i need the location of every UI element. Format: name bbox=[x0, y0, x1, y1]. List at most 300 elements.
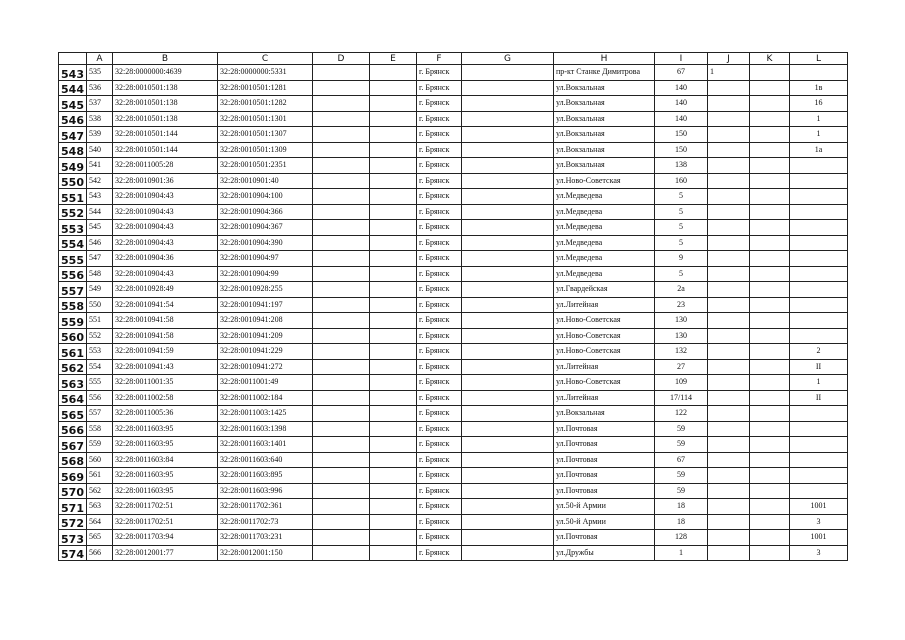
cell-g[interactable] bbox=[462, 328, 554, 344]
cell-j[interactable] bbox=[708, 127, 750, 143]
cell-b[interactable]: 32:28:0010941:58 bbox=[113, 313, 218, 329]
cell-g[interactable] bbox=[462, 142, 554, 158]
cell-e[interactable] bbox=[370, 204, 417, 220]
cell-i[interactable]: 150 bbox=[655, 142, 708, 158]
cell-j[interactable] bbox=[708, 158, 750, 174]
cell-k[interactable] bbox=[750, 235, 790, 251]
cell-d[interactable] bbox=[313, 220, 370, 236]
cell-j[interactable] bbox=[708, 452, 750, 468]
cell-f[interactable]: г. Брянск bbox=[417, 530, 462, 546]
cell-j[interactable] bbox=[708, 406, 750, 422]
row-number[interactable]: 567 bbox=[59, 437, 87, 453]
cell-f[interactable]: г. Брянск bbox=[417, 127, 462, 143]
cell-d[interactable] bbox=[313, 344, 370, 360]
cell-f[interactable]: г. Брянск bbox=[417, 359, 462, 375]
cell-i[interactable]: 5 bbox=[655, 266, 708, 282]
row-number[interactable]: 570 bbox=[59, 483, 87, 499]
cell-e[interactable] bbox=[370, 282, 417, 298]
cell-g[interactable] bbox=[462, 80, 554, 96]
cell-b[interactable]: 32:28:0010941:59 bbox=[113, 344, 218, 360]
row-number[interactable]: 553 bbox=[59, 220, 87, 236]
cell-c[interactable]: 32:28:0010904:97 bbox=[218, 251, 313, 267]
cell-e[interactable] bbox=[370, 235, 417, 251]
cell-f[interactable]: г. Брянск bbox=[417, 173, 462, 189]
cell-k[interactable] bbox=[750, 437, 790, 453]
cell-d[interactable] bbox=[313, 390, 370, 406]
cell-a[interactable]: 565 bbox=[87, 530, 113, 546]
cell-e[interactable] bbox=[370, 266, 417, 282]
cell-c[interactable]: 32:28:0010941:208 bbox=[218, 313, 313, 329]
column-header[interactable]: B bbox=[113, 53, 218, 65]
cell-d[interactable] bbox=[313, 437, 370, 453]
cell-c[interactable]: 32:28:0011001:49 bbox=[218, 375, 313, 391]
cell-e[interactable] bbox=[370, 96, 417, 112]
cell-d[interactable] bbox=[313, 173, 370, 189]
cell-j[interactable] bbox=[708, 328, 750, 344]
cell-b[interactable]: 32:28:0011005:36 bbox=[113, 406, 218, 422]
cell-f[interactable]: г. Брянск bbox=[417, 514, 462, 530]
cell-l[interactable]: 1001 bbox=[790, 530, 848, 546]
cell-i[interactable]: 5 bbox=[655, 235, 708, 251]
cell-e[interactable] bbox=[370, 406, 417, 422]
cell-i[interactable]: 1 bbox=[655, 545, 708, 561]
cell-k[interactable] bbox=[750, 266, 790, 282]
cell-k[interactable] bbox=[750, 375, 790, 391]
cell-h[interactable]: ул.50-й Армии bbox=[554, 514, 655, 530]
cell-f[interactable]: г. Брянск bbox=[417, 406, 462, 422]
cell-b[interactable]: 32:28:0010901:36 bbox=[113, 173, 218, 189]
cell-g[interactable] bbox=[462, 483, 554, 499]
cell-c[interactable]: 32:28:0011703:231 bbox=[218, 530, 313, 546]
cell-e[interactable] bbox=[370, 468, 417, 484]
cell-a[interactable]: 555 bbox=[87, 375, 113, 391]
cell-a[interactable]: 535 bbox=[87, 65, 113, 81]
cell-e[interactable] bbox=[370, 251, 417, 267]
cell-f[interactable]: г. Брянск bbox=[417, 251, 462, 267]
cell-i[interactable]: 138 bbox=[655, 158, 708, 174]
cell-h[interactable]: ул.Литейная bbox=[554, 297, 655, 313]
cell-h[interactable]: ул.Медведева bbox=[554, 251, 655, 267]
cell-b[interactable]: 32:28:0012001:77 bbox=[113, 545, 218, 561]
cell-b[interactable]: 32:28:0011603:95 bbox=[113, 437, 218, 453]
cell-g[interactable] bbox=[462, 437, 554, 453]
row-number[interactable]: 573 bbox=[59, 530, 87, 546]
cell-g[interactable] bbox=[462, 514, 554, 530]
cell-c[interactable]: 32:28:0010501:1301 bbox=[218, 111, 313, 127]
cell-a[interactable]: 547 bbox=[87, 251, 113, 267]
cell-j[interactable] bbox=[708, 204, 750, 220]
cell-c[interactable]: 32:28:0011003:1425 bbox=[218, 406, 313, 422]
cell-k[interactable] bbox=[750, 452, 790, 468]
cell-d[interactable] bbox=[313, 328, 370, 344]
column-header[interactable]: H bbox=[554, 53, 655, 65]
cell-f[interactable]: г. Брянск bbox=[417, 158, 462, 174]
cell-d[interactable] bbox=[313, 483, 370, 499]
cell-i[interactable]: 5 bbox=[655, 189, 708, 205]
cell-g[interactable] bbox=[462, 235, 554, 251]
cell-h[interactable]: ул.Дружбы bbox=[554, 545, 655, 561]
cell-k[interactable] bbox=[750, 80, 790, 96]
cell-d[interactable] bbox=[313, 499, 370, 515]
cell-a[interactable]: 542 bbox=[87, 173, 113, 189]
cell-d[interactable] bbox=[313, 204, 370, 220]
cell-i[interactable]: 17/114 bbox=[655, 390, 708, 406]
cell-l[interactable] bbox=[790, 483, 848, 499]
cell-e[interactable] bbox=[370, 344, 417, 360]
cell-g[interactable] bbox=[462, 375, 554, 391]
cell-f[interactable]: г. Брянск bbox=[417, 499, 462, 515]
cell-l[interactable] bbox=[790, 220, 848, 236]
cell-a[interactable]: 544 bbox=[87, 204, 113, 220]
cell-c[interactable]: 32:28:0010928:255 bbox=[218, 282, 313, 298]
cell-d[interactable] bbox=[313, 127, 370, 143]
cell-c[interactable]: 32:28:0011702:361 bbox=[218, 499, 313, 515]
cell-k[interactable] bbox=[750, 514, 790, 530]
cell-k[interactable] bbox=[750, 344, 790, 360]
cell-l[interactable]: 2 bbox=[790, 344, 848, 360]
cell-j[interactable] bbox=[708, 375, 750, 391]
cell-j[interactable] bbox=[708, 235, 750, 251]
cell-e[interactable] bbox=[370, 499, 417, 515]
cell-e[interactable] bbox=[370, 545, 417, 561]
cell-h[interactable]: ул.Гвардейская bbox=[554, 282, 655, 298]
cell-g[interactable] bbox=[462, 344, 554, 360]
cell-l[interactable] bbox=[790, 158, 848, 174]
cell-l[interactable] bbox=[790, 65, 848, 81]
cell-f[interactable]: г. Брянск bbox=[417, 297, 462, 313]
cell-a[interactable]: 553 bbox=[87, 344, 113, 360]
cell-g[interactable] bbox=[462, 297, 554, 313]
cell-l[interactable]: II bbox=[790, 359, 848, 375]
cell-b[interactable]: 32:28:0000000:4639 bbox=[113, 65, 218, 81]
cell-c[interactable]: 32:28:0010904:99 bbox=[218, 266, 313, 282]
cell-e[interactable] bbox=[370, 189, 417, 205]
cell-k[interactable] bbox=[750, 390, 790, 406]
cell-l[interactable]: 1в bbox=[790, 80, 848, 96]
cell-f[interactable]: г. Брянск bbox=[417, 80, 462, 96]
cell-d[interactable] bbox=[313, 297, 370, 313]
cell-f[interactable]: г. Брянск bbox=[417, 328, 462, 344]
cell-i[interactable]: 59 bbox=[655, 468, 708, 484]
cell-g[interactable] bbox=[462, 282, 554, 298]
cell-i[interactable]: 27 bbox=[655, 359, 708, 375]
cell-h[interactable]: ул.Почтовая bbox=[554, 468, 655, 484]
cell-c[interactable]: 32:28:0010941:229 bbox=[218, 344, 313, 360]
cell-a[interactable]: 554 bbox=[87, 359, 113, 375]
cell-l[interactable]: 3 bbox=[790, 545, 848, 561]
cell-a[interactable]: 548 bbox=[87, 266, 113, 282]
cell-d[interactable] bbox=[313, 111, 370, 127]
cell-b[interactable]: 32:28:0010501:138 bbox=[113, 80, 218, 96]
cell-d[interactable] bbox=[313, 530, 370, 546]
cell-a[interactable]: 545 bbox=[87, 220, 113, 236]
cell-h[interactable]: ул.Ново-Советская bbox=[554, 344, 655, 360]
cell-l[interactable] bbox=[790, 204, 848, 220]
cell-a[interactable]: 551 bbox=[87, 313, 113, 329]
cell-k[interactable] bbox=[750, 468, 790, 484]
cell-i[interactable]: 140 bbox=[655, 80, 708, 96]
cell-h[interactable]: ул.Вокзальная bbox=[554, 158, 655, 174]
row-number[interactable]: 548 bbox=[59, 142, 87, 158]
row-number[interactable]: 557 bbox=[59, 282, 87, 298]
cell-d[interactable] bbox=[313, 65, 370, 81]
cell-f[interactable]: г. Брянск bbox=[417, 344, 462, 360]
cell-h[interactable]: ул.Медведева bbox=[554, 220, 655, 236]
cell-a[interactable]: 549 bbox=[87, 282, 113, 298]
cell-d[interactable] bbox=[313, 80, 370, 96]
cell-d[interactable] bbox=[313, 142, 370, 158]
column-header[interactable]: E bbox=[370, 53, 417, 65]
row-number[interactable]: 546 bbox=[59, 111, 87, 127]
cell-j[interactable] bbox=[708, 390, 750, 406]
cell-i[interactable]: 59 bbox=[655, 421, 708, 437]
cell-j[interactable] bbox=[708, 251, 750, 267]
cell-b[interactable]: 32:28:0010941:54 bbox=[113, 297, 218, 313]
cell-e[interactable] bbox=[370, 421, 417, 437]
column-header[interactable]: C bbox=[218, 53, 313, 65]
cell-f[interactable]: г. Брянск bbox=[417, 65, 462, 81]
cell-d[interactable] bbox=[313, 452, 370, 468]
cell-l[interactable] bbox=[790, 266, 848, 282]
cell-e[interactable] bbox=[370, 111, 417, 127]
row-number[interactable]: 551 bbox=[59, 189, 87, 205]
cell-f[interactable]: г. Брянск bbox=[417, 266, 462, 282]
cell-e[interactable] bbox=[370, 127, 417, 143]
cell-b[interactable]: 32:28:0010501:144 bbox=[113, 142, 218, 158]
cell-l[interactable]: 1 bbox=[790, 111, 848, 127]
cell-b[interactable]: 32:28:0010501:138 bbox=[113, 111, 218, 127]
cell-h[interactable]: ул.Вокзальная bbox=[554, 80, 655, 96]
cell-a[interactable]: 543 bbox=[87, 189, 113, 205]
cell-g[interactable] bbox=[462, 468, 554, 484]
cell-i[interactable]: 59 bbox=[655, 483, 708, 499]
cell-c[interactable]: 32:28:0010941:272 bbox=[218, 359, 313, 375]
cell-a[interactable]: 556 bbox=[87, 390, 113, 406]
cell-d[interactable] bbox=[313, 251, 370, 267]
cell-f[interactable]: г. Брянск bbox=[417, 545, 462, 561]
cell-e[interactable] bbox=[370, 142, 417, 158]
column-header[interactable]: G bbox=[462, 53, 554, 65]
cell-k[interactable] bbox=[750, 313, 790, 329]
cell-e[interactable] bbox=[370, 514, 417, 530]
cell-d[interactable] bbox=[313, 375, 370, 391]
cell-j[interactable] bbox=[708, 359, 750, 375]
cell-c[interactable]: 32:28:0010941:209 bbox=[218, 328, 313, 344]
cell-h[interactable]: ул.Почтовая bbox=[554, 437, 655, 453]
cell-d[interactable] bbox=[313, 266, 370, 282]
cell-k[interactable] bbox=[750, 545, 790, 561]
cell-j[interactable]: 1 bbox=[708, 65, 750, 81]
cell-d[interactable] bbox=[313, 406, 370, 422]
cell-a[interactable]: 539 bbox=[87, 127, 113, 143]
cell-c[interactable]: 32:28:0011603:1401 bbox=[218, 437, 313, 453]
cell-i[interactable]: 132 bbox=[655, 344, 708, 360]
cell-h[interactable]: ул.Почтовая bbox=[554, 452, 655, 468]
cell-e[interactable] bbox=[370, 313, 417, 329]
cell-e[interactable] bbox=[370, 297, 417, 313]
row-number[interactable]: 544 bbox=[59, 80, 87, 96]
cell-i[interactable]: 67 bbox=[655, 65, 708, 81]
cell-c[interactable]: 32:28:0010941:197 bbox=[218, 297, 313, 313]
cell-a[interactable]: 560 bbox=[87, 452, 113, 468]
cell-f[interactable]: г. Брянск bbox=[417, 375, 462, 391]
cell-e[interactable] bbox=[370, 80, 417, 96]
cell-a[interactable]: 552 bbox=[87, 328, 113, 344]
cell-e[interactable] bbox=[370, 483, 417, 499]
cell-c[interactable]: 32:28:0010904:100 bbox=[218, 189, 313, 205]
cell-g[interactable] bbox=[462, 204, 554, 220]
cell-b[interactable]: 32:28:0011603:95 bbox=[113, 483, 218, 499]
cell-c[interactable]: 32:28:0010904:390 bbox=[218, 235, 313, 251]
cell-l[interactable] bbox=[790, 421, 848, 437]
cell-d[interactable] bbox=[313, 468, 370, 484]
column-header[interactable]: D bbox=[313, 53, 370, 65]
cell-g[interactable] bbox=[462, 545, 554, 561]
cell-j[interactable] bbox=[708, 437, 750, 453]
row-number[interactable]: 556 bbox=[59, 266, 87, 282]
cell-h[interactable]: ул.Медведева bbox=[554, 235, 655, 251]
cell-b[interactable]: 32:28:0010928:49 bbox=[113, 282, 218, 298]
cell-k[interactable] bbox=[750, 127, 790, 143]
cell-j[interactable] bbox=[708, 111, 750, 127]
cell-h[interactable]: ул.Ново-Советская bbox=[554, 173, 655, 189]
cell-h[interactable]: ул.Литейная bbox=[554, 390, 655, 406]
cell-h[interactable]: ул.50-й Армии bbox=[554, 499, 655, 515]
cell-b[interactable]: 32:28:0011603:95 bbox=[113, 468, 218, 484]
cell-b[interactable]: 32:28:0010941:43 bbox=[113, 359, 218, 375]
cell-d[interactable] bbox=[313, 282, 370, 298]
cell-i[interactable]: 18 bbox=[655, 514, 708, 530]
cell-f[interactable]: г. Брянск bbox=[417, 96, 462, 112]
cell-b[interactable]: 32:28:0010904:36 bbox=[113, 251, 218, 267]
cell-j[interactable] bbox=[708, 421, 750, 437]
cell-e[interactable] bbox=[370, 452, 417, 468]
cell-h[interactable]: ул.Ново-Советская bbox=[554, 328, 655, 344]
cell-b[interactable]: 32:28:0011703:94 bbox=[113, 530, 218, 546]
cell-b[interactable]: 32:28:0010904:43 bbox=[113, 235, 218, 251]
cell-j[interactable] bbox=[708, 483, 750, 499]
cell-k[interactable] bbox=[750, 251, 790, 267]
cell-b[interactable]: 32:28:0011603:84 bbox=[113, 452, 218, 468]
cell-f[interactable]: г. Брянск bbox=[417, 390, 462, 406]
column-header[interactable]: A bbox=[87, 53, 113, 65]
cell-j[interactable] bbox=[708, 313, 750, 329]
cell-h[interactable]: ул.Почтовая bbox=[554, 530, 655, 546]
cell-i[interactable]: 109 bbox=[655, 375, 708, 391]
cell-i[interactable]: 140 bbox=[655, 111, 708, 127]
cell-h[interactable]: ул.Ново-Советская bbox=[554, 313, 655, 329]
cell-k[interactable] bbox=[750, 111, 790, 127]
cell-g[interactable] bbox=[462, 359, 554, 375]
cell-h[interactable]: ул.Литейная bbox=[554, 359, 655, 375]
cell-f[interactable]: г. Брянск bbox=[417, 282, 462, 298]
cell-g[interactable] bbox=[462, 406, 554, 422]
cell-a[interactable]: 564 bbox=[87, 514, 113, 530]
cell-h[interactable]: ул.Вокзальная bbox=[554, 406, 655, 422]
cell-b[interactable]: 32:28:0011002:58 bbox=[113, 390, 218, 406]
cell-k[interactable] bbox=[750, 189, 790, 205]
row-number[interactable]: 564 bbox=[59, 390, 87, 406]
row-number[interactable]: 568 bbox=[59, 452, 87, 468]
cell-d[interactable] bbox=[313, 96, 370, 112]
cell-l[interactable]: 1 bbox=[790, 375, 848, 391]
cell-l[interactable]: 1 bbox=[790, 127, 848, 143]
cell-b[interactable]: 32:28:0010501:138 bbox=[113, 96, 218, 112]
cell-i[interactable]: 160 bbox=[655, 173, 708, 189]
row-number[interactable]: 572 bbox=[59, 514, 87, 530]
cell-h[interactable]: ул.Почтовая bbox=[554, 421, 655, 437]
cell-f[interactable]: г. Брянск bbox=[417, 142, 462, 158]
row-number[interactable]: 563 bbox=[59, 375, 87, 391]
cell-c[interactable]: 32:28:0010901:40 bbox=[218, 173, 313, 189]
cell-j[interactable] bbox=[708, 468, 750, 484]
cell-h[interactable]: ул.Медведева bbox=[554, 266, 655, 282]
cell-g[interactable] bbox=[462, 65, 554, 81]
cell-h[interactable]: ул.Медведева bbox=[554, 204, 655, 220]
cell-l[interactable] bbox=[790, 313, 848, 329]
cell-l[interactable] bbox=[790, 406, 848, 422]
cell-i[interactable]: 122 bbox=[655, 406, 708, 422]
cell-c[interactable]: 32:28:0011702:73 bbox=[218, 514, 313, 530]
cell-h[interactable]: ул.Ново-Советская bbox=[554, 375, 655, 391]
row-number[interactable]: 569 bbox=[59, 468, 87, 484]
cell-h[interactable]: ул.Медведева bbox=[554, 189, 655, 205]
cell-k[interactable] bbox=[750, 499, 790, 515]
cell-i[interactable]: 9 bbox=[655, 251, 708, 267]
cell-a[interactable]: 558 bbox=[87, 421, 113, 437]
cell-i[interactable]: 5 bbox=[655, 204, 708, 220]
row-number[interactable]: 566 bbox=[59, 421, 87, 437]
cell-g[interactable] bbox=[462, 452, 554, 468]
cell-k[interactable] bbox=[750, 142, 790, 158]
cell-g[interactable] bbox=[462, 499, 554, 515]
cell-k[interactable] bbox=[750, 220, 790, 236]
cell-l[interactable]: 1001 bbox=[790, 499, 848, 515]
cell-c[interactable]: 32:28:0010501:1282 bbox=[218, 96, 313, 112]
cell-k[interactable] bbox=[750, 297, 790, 313]
cell-f[interactable]: г. Брянск bbox=[417, 204, 462, 220]
cell-g[interactable] bbox=[462, 189, 554, 205]
cell-k[interactable] bbox=[750, 421, 790, 437]
row-number[interactable]: 547 bbox=[59, 127, 87, 143]
row-number[interactable]: 552 bbox=[59, 204, 87, 220]
cell-l[interactable] bbox=[790, 251, 848, 267]
cell-i[interactable]: 23 bbox=[655, 297, 708, 313]
cell-k[interactable] bbox=[750, 483, 790, 499]
row-number[interactable]: 562 bbox=[59, 359, 87, 375]
cell-j[interactable] bbox=[708, 220, 750, 236]
cell-e[interactable] bbox=[370, 437, 417, 453]
cell-k[interactable] bbox=[750, 359, 790, 375]
cell-e[interactable] bbox=[370, 158, 417, 174]
cell-d[interactable] bbox=[313, 189, 370, 205]
cell-d[interactable] bbox=[313, 158, 370, 174]
column-header[interactable]: F bbox=[417, 53, 462, 65]
cell-a[interactable]: 537 bbox=[87, 96, 113, 112]
cell-i[interactable]: 5 bbox=[655, 220, 708, 236]
cell-j[interactable] bbox=[708, 344, 750, 360]
cell-l[interactable] bbox=[790, 328, 848, 344]
cell-k[interactable] bbox=[750, 406, 790, 422]
cell-f[interactable]: г. Брянск bbox=[417, 468, 462, 484]
cell-j[interactable] bbox=[708, 173, 750, 189]
cell-g[interactable] bbox=[462, 127, 554, 143]
cell-b[interactable]: 32:28:0010904:43 bbox=[113, 266, 218, 282]
cell-k[interactable] bbox=[750, 65, 790, 81]
cell-e[interactable] bbox=[370, 390, 417, 406]
cell-a[interactable]: 540 bbox=[87, 142, 113, 158]
cell-k[interactable] bbox=[750, 282, 790, 298]
